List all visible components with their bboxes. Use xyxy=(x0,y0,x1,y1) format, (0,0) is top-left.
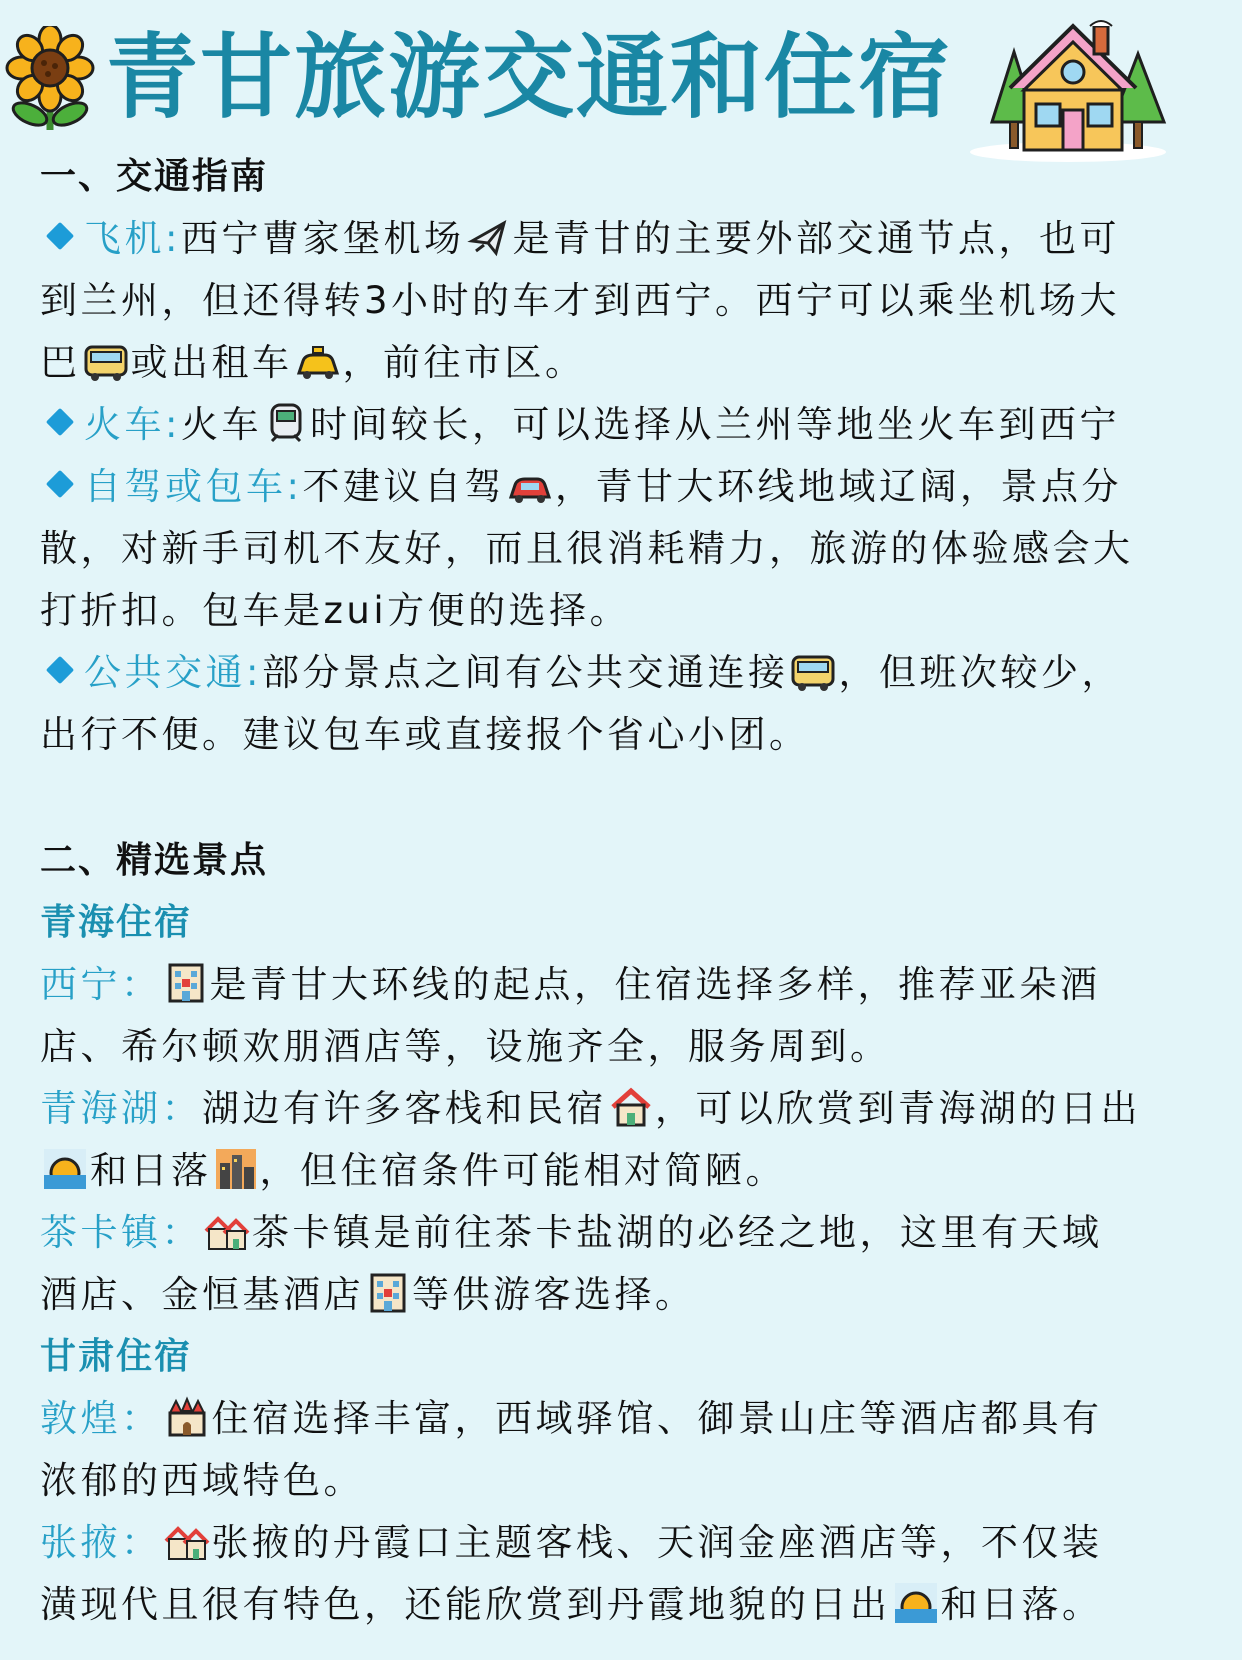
lake-text-b: ，可以欣赏到青海湖的日出 xyxy=(655,1087,1141,1130)
drive-text-a: 不建议自驾 xyxy=(302,465,505,508)
diamond-bullet-icon xyxy=(46,656,74,684)
bus-icon xyxy=(790,653,836,693)
chaka-line-1 xyxy=(40,1202,1220,1264)
xining-text: 是青甘大环线的起点，住宿选择多样，推荐亚朵酒 xyxy=(209,963,1101,1006)
sunrise-icon xyxy=(893,1581,939,1625)
public-line-2: 出行不便。建议包车或直接报个省心小团。 xyxy=(40,713,810,756)
lake-text-a: 湖边有许多客栈和民宿 xyxy=(202,1087,607,1130)
header xyxy=(0,0,1242,170)
plane-text-a: 西宁曹家堡机场 xyxy=(180,217,465,260)
dunhuang-line-1 xyxy=(40,1388,1220,1450)
hotel-icon xyxy=(164,961,208,1005)
zhangye-text: 张掖的丹霞口主题客栈、天润金座酒店等，不仅装 xyxy=(211,1521,1103,1564)
plane-text-d: 或出租车 xyxy=(130,341,293,384)
public-text-b: ，但班次较少， xyxy=(838,651,1122,694)
lake-text-d: ，但住宿条件可能相对简陋。 xyxy=(259,1149,786,1192)
house-icon xyxy=(962,12,1174,164)
dunhuang-line-2: 浓郁的西域特色。 xyxy=(40,1459,364,1502)
lake-label: 青海湖： xyxy=(40,1087,202,1130)
plane-label: 飞机: xyxy=(84,217,181,260)
car-icon xyxy=(507,467,553,507)
city-dusk-icon xyxy=(214,1147,258,1191)
chaka-text: 茶卡镇是前往茶卡盐湖的必经之地，这里有天域 xyxy=(252,1211,1103,1254)
article-body xyxy=(40,146,1220,1636)
chaka-line-2 xyxy=(40,1264,1220,1326)
diamond-bullet-icon xyxy=(46,408,74,436)
lake-line-1 xyxy=(40,1078,1220,1140)
train-icon xyxy=(264,401,308,445)
page-title: 青甘旅游交通和住宿 xyxy=(106,24,953,131)
xining-label: 西宁： xyxy=(40,963,162,1006)
bus-icon xyxy=(83,343,129,383)
castle-icon xyxy=(164,1395,210,1439)
xining-line-2: 店、希尔顿欢朋酒店等，设施齐全，服务周到。 xyxy=(40,1025,891,1068)
zhangye-line-1 xyxy=(40,1512,1220,1574)
chaka-label: 茶卡镇： xyxy=(40,1211,202,1254)
drive-line-1 xyxy=(40,456,1220,518)
dunhuang-label: 敦煌： xyxy=(40,1397,162,1440)
drive-line-2: 散，对新手司机不友好，而且很消耗精力，旅游的体验感会大 xyxy=(40,527,1134,570)
chaka-text-b: 酒店、金恒基酒店 xyxy=(40,1273,364,1316)
house-small-icon xyxy=(609,1085,653,1129)
train-text-a: 火车 xyxy=(180,403,262,446)
hotel-icon xyxy=(366,1271,410,1315)
plane-line-2: 到兰州，但还得转3小时的车才到西宁。西宁可以乘坐机场大 xyxy=(40,279,1121,322)
zhangye-label: 张掖： xyxy=(40,1521,162,1564)
drive-label: 自驾或包车: xyxy=(84,465,303,508)
section-gap xyxy=(40,766,1220,830)
zhangye-text-c: 和日落。 xyxy=(940,1583,1103,1626)
plane-text-c: 巴 xyxy=(40,341,81,384)
section-heading-lodging: 二、精选景点 xyxy=(40,840,269,881)
plane-line-1 xyxy=(40,208,1220,270)
lake-text-c: 和日落 xyxy=(90,1149,212,1192)
section-heading-transport: 一、交通指南 xyxy=(40,156,269,197)
plane-text-e: ，前往市区。 xyxy=(342,341,586,384)
train-line xyxy=(40,394,1220,456)
drive-line-3: 打折扣。包车是zui方便的选择。 xyxy=(40,589,631,632)
public-line-1 xyxy=(40,642,1220,704)
taxi-icon xyxy=(295,343,341,383)
xining-line-1 xyxy=(40,954,1220,1016)
train-text-b: 时间较长，可以选择从兰州等地坐火车到西宁 xyxy=(309,403,1120,446)
houses-icon xyxy=(204,1209,250,1253)
public-text-a: 部分景点之间有公共交通连接 xyxy=(261,651,789,694)
zhangye-text-b: 潢现代且很有特色，还能欣赏到丹霞地貌的日出 xyxy=(40,1583,891,1626)
sunflower-icon xyxy=(2,26,98,134)
subheading-qinghai: 青海住宿 xyxy=(40,902,193,943)
lake-line-2 xyxy=(40,1140,1220,1202)
train-label: 火车: xyxy=(84,403,181,446)
dunhuang-text: 住宿选择丰富，西域驿馆、御景山庄等酒店都具有 xyxy=(211,1397,1103,1440)
sunrise-icon xyxy=(42,1147,88,1191)
houses-icon xyxy=(164,1519,210,1563)
diamond-bullet-icon xyxy=(46,470,74,498)
diamond-bullet-icon xyxy=(46,222,74,250)
plane-line-3 xyxy=(40,332,1220,394)
airplane-icon xyxy=(466,215,510,259)
drive-text-b: ，青甘大环线地域辽阔，景点分 xyxy=(554,465,1122,508)
public-label: 公共交通: xyxy=(84,651,262,694)
subheading-gansu: 甘肃住宿 xyxy=(40,1336,193,1377)
plane-text-b: 是青甘的主要外部交通节点，也可 xyxy=(512,217,1120,260)
chaka-text-c: 等供游客选择。 xyxy=(412,1273,696,1316)
zhangye-line-2 xyxy=(40,1574,1220,1636)
